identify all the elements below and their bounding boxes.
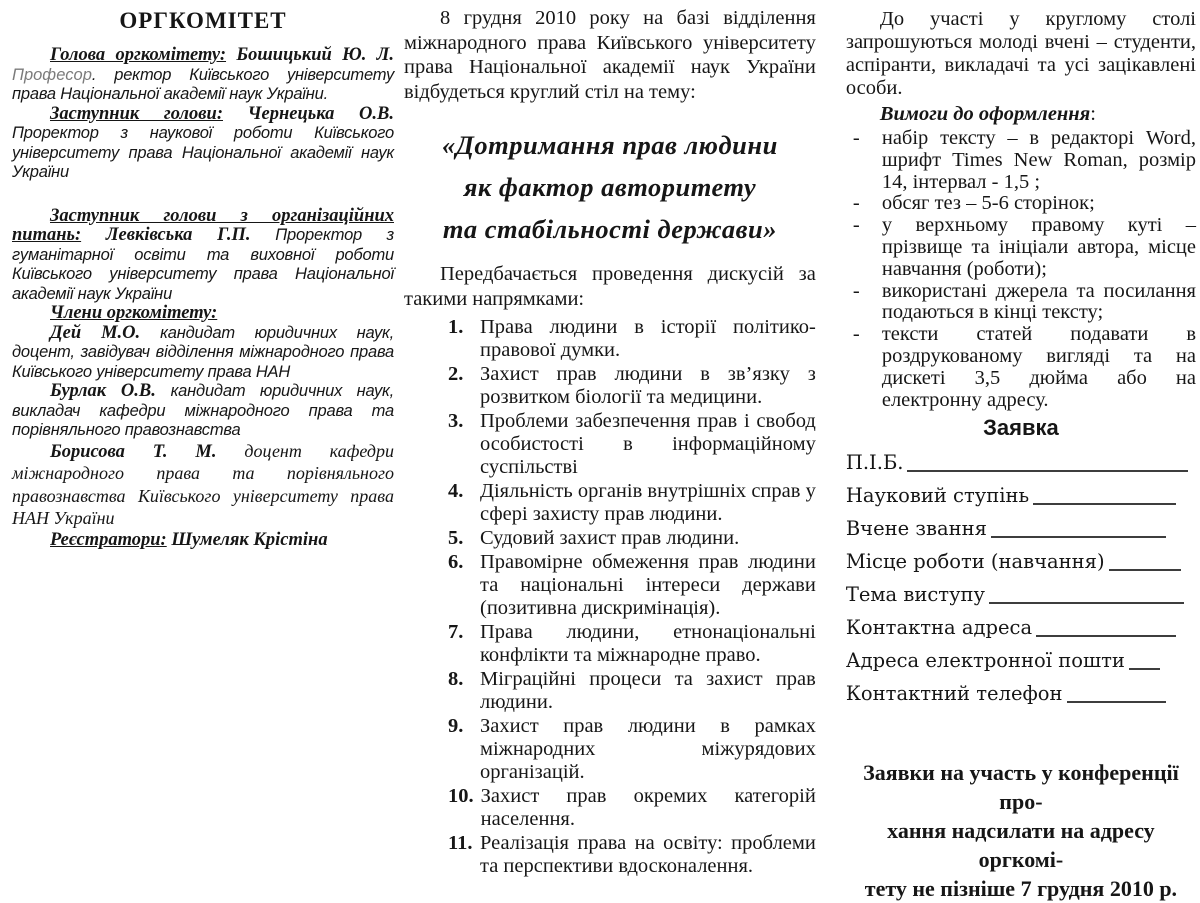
- application-column: [845, 6, 1196, 902]
- topic-text: Правомірне обмеження прав людини та національні інтереси держави (позитивна дискримінація).: [480, 551, 816, 619]
- form-field-label: Контактний телефон: [845, 682, 1063, 706]
- form-row: [846, 484, 1196, 508]
- committee-entry: [12, 207, 394, 305]
- discussion-intro: Передбачається проведення дискусій за такими напрямками:: [404, 263, 816, 310]
- committee-entry: [12, 531, 394, 551]
- committee-member-name: Дей М.О.: [50, 322, 141, 343]
- bullet-dash: -: [852, 127, 860, 149]
- topic-number: 4.: [448, 480, 464, 502]
- form-row: [846, 616, 1196, 640]
- topic-item: [448, 668, 816, 714]
- bullet-dash: -: [852, 323, 860, 346]
- committee-heading: ОРГКОМІТЕТ: [119, 8, 287, 33]
- topic-number: 8.: [448, 668, 464, 690]
- form-field-label: Вчене звання: [845, 517, 987, 541]
- form-fill-line: [989, 583, 1184, 604]
- form-field-label: Місце роботи (навчання): [845, 550, 1105, 574]
- committee-entry: [12, 441, 394, 531]
- committee-member-name: Чернецька О.В.: [247, 103, 394, 124]
- form-fill-line: [1129, 649, 1160, 670]
- topic-text: Захист прав окремих категорій населення.: [480, 785, 816, 830]
- application-form: [846, 451, 1196, 706]
- topic-text: Права людини в історії політико-правової думки.: [480, 316, 816, 361]
- form-fill-line: [1109, 550, 1181, 571]
- requirements-heading: [846, 103, 1196, 126]
- topic-number: 2.: [448, 363, 464, 385]
- form-fill-line: [1036, 616, 1176, 637]
- topic-text: Міграційні процеси та захист прав людини.: [480, 668, 816, 713]
- topic-text: Реалізація права на освіту: проблеми та перспективи вдосконалення.: [480, 832, 816, 877]
- organizing-committee-column: [12, 6, 394, 861]
- requirements-list: [846, 128, 1196, 411]
- committee-entries: [12, 46, 394, 550]
- committee-member-desc: Проректор з наукової роботи Київського університету права Національної академії наук України: [12, 124, 394, 181]
- topic-item: [448, 480, 816, 526]
- topic-item: [448, 551, 816, 620]
- deadline-line: тету не пізніше 7 грудня 2010 р.: [864, 876, 1178, 902]
- form-fill-line: [1033, 484, 1176, 505]
- topic-number: 7.: [448, 621, 464, 643]
- topic-item: [448, 316, 816, 362]
- committee-member-title-muted: Професор: [12, 65, 92, 84]
- committee-role-label: Заступник голови:: [50, 103, 223, 124]
- committee-member-desc: . ректор Київського університету права Національної академії наук України.: [12, 65, 394, 103]
- form-field-label: Науковий ступінь: [845, 484, 1030, 508]
- bullet-dash: -: [852, 279, 860, 302]
- requirements-colon: :: [1090, 103, 1096, 125]
- committee-member-name: Левківська Г.П.: [105, 225, 251, 245]
- form-row: [846, 451, 1196, 475]
- topic-text: Захист прав людини в зв’язку з розвитком біології та медицини.: [480, 363, 816, 408]
- topic-text: Діяльність органів внутрішніх справ у сфері захисту прав людини.: [480, 480, 816, 525]
- committee-role-label: Реєстратори:: [50, 529, 167, 550]
- event-title-line: «Дотримання прав людини: [442, 130, 778, 160]
- committee-role-label: Голова оргкомітету:: [50, 45, 227, 65]
- application-heading: Заявка: [983, 415, 1059, 441]
- deadline-line: хання надсилати на адресу оргкомі-: [887, 818, 1155, 873]
- committee-role-label: Заступник голови з організаційних питань:: [12, 205, 394, 245]
- committee-entry: [12, 324, 394, 383]
- committee-member-desc: Проректор з гуманітарної освіти та виховної роботи Київського університету права Національної академії наук України: [12, 226, 394, 303]
- committee-entry: [12, 46, 394, 105]
- topic-item: [448, 785, 816, 831]
- committee-entry: [12, 105, 394, 183]
- deadline-line: Заявки на участь у конференції про-: [863, 760, 1179, 815]
- topic-number: 6.: [448, 551, 464, 573]
- event-title: [404, 124, 816, 250]
- requirement-item: [846, 215, 1196, 280]
- event-column: [404, 6, 816, 877]
- bullet-dash: -: [852, 214, 860, 237]
- form-fill-line: [907, 451, 1188, 472]
- requirement-text: набір тексту – в редакторі Word, шрифт Times New Roman, розмір 14, інтервал - 1,5 ;: [881, 127, 1196, 193]
- topics-list: [404, 316, 816, 878]
- event-title-line: та стабільності держави»: [442, 214, 778, 244]
- committee-member-desc: доцент кафедри міжнародного права та порівняльного правознавства Київського університету права НАН України: [12, 440, 395, 528]
- form-row: [846, 583, 1196, 607]
- requirement-text: обсяг тез – 5-6 сторінок;: [881, 192, 1095, 215]
- topic-text: Проблеми забезпечення прав і свобод особистості в інформаційному суспільстві: [480, 410, 816, 478]
- committee-member-name: Шумеляк Крістіна: [171, 529, 328, 550]
- topic-number: 10.: [448, 785, 474, 807]
- committee-member-name: Бошицький Ю. Л.: [236, 45, 394, 65]
- form-field-label: Тема виступу: [845, 583, 986, 607]
- topic-number: 11.: [448, 832, 473, 854]
- committee-member-name: Бурлак О.В.: [50, 381, 156, 401]
- topic-item: [448, 410, 816, 479]
- topic-item: [448, 363, 816, 409]
- form-field-label: П.І.Б.: [845, 451, 904, 475]
- committee-member-desc: кандидат юридичних наук, доцент, завідувач відділення міжнародного права Київського університету права НАН: [12, 323, 395, 381]
- committee-member-desc: кандидат юридичних наук, викладач кафедри міжнародного права та порівняльного правознавства: [12, 382, 394, 439]
- requirement-item: [846, 281, 1196, 325]
- committee-member-name: Борисова Т. М.: [50, 441, 217, 462]
- committee-entry: [12, 304, 394, 324]
- topic-number: 5.: [448, 527, 464, 549]
- form-fill-line: [991, 517, 1166, 538]
- form-row: [846, 649, 1196, 673]
- topic-number: 9.: [448, 715, 464, 737]
- requirement-item: [846, 193, 1196, 215]
- deadline-note: [846, 758, 1196, 903]
- committee-entry: [12, 382, 394, 441]
- form-field-label: Адреса електронної пошти: [845, 649, 1125, 673]
- topic-item: [448, 527, 816, 550]
- requirement-text: у верхньому правому куті – прізвище та ініціали автора, місце навчання (роботи);: [881, 214, 1196, 280]
- topic-number: 1.: [448, 316, 464, 338]
- form-row: [846, 517, 1196, 541]
- form-row: [846, 682, 1196, 706]
- participation-intro: До участі у круглому столі запрошуються молоді вчені – студенти, аспіранти, викладачі та усі зацікавлені особи.: [845, 8, 1196, 99]
- form-field-label: Контактна адреса: [845, 616, 1033, 640]
- requirements-label: Вимоги до оформлення: [879, 103, 1091, 125]
- requirement-text: використані джерела та посилання подаються в кінці тексту;: [881, 279, 1196, 324]
- topic-text: Права людини, етнонаціональні конфлікти та міжнародне право.: [480, 621, 816, 666]
- topic-number: 3.: [448, 410, 464, 432]
- requirement-item: [846, 128, 1196, 193]
- committee-role-label: Члени оргкомітету:: [50, 303, 218, 323]
- requirement-item: [846, 324, 1196, 411]
- form-fill-line: [1067, 682, 1166, 703]
- bullet-dash: -: [852, 192, 860, 215]
- topic-item: [448, 832, 816, 878]
- topic-item: [448, 621, 816, 667]
- topic-text: Захист прав людини в рамках міжнародних міжурядових організацій.: [480, 715, 816, 783]
- topic-item: [448, 715, 816, 784]
- event-intro: 8 грудня 2010 року на базі відділення міжнародного права Київського університету права Національної академії наук України відбудеться круглий стіл на тему:: [404, 7, 816, 103]
- event-title-line: як фактор авторитету: [463, 172, 757, 202]
- form-row: [846, 550, 1196, 574]
- requirement-text: тексти статей подавати в роздрукованому вигляді та на дискеті 3,5 дюйма або на електронну адресу.: [881, 323, 1196, 411]
- topic-text: Судовий захист прав людини.: [480, 527, 740, 549]
